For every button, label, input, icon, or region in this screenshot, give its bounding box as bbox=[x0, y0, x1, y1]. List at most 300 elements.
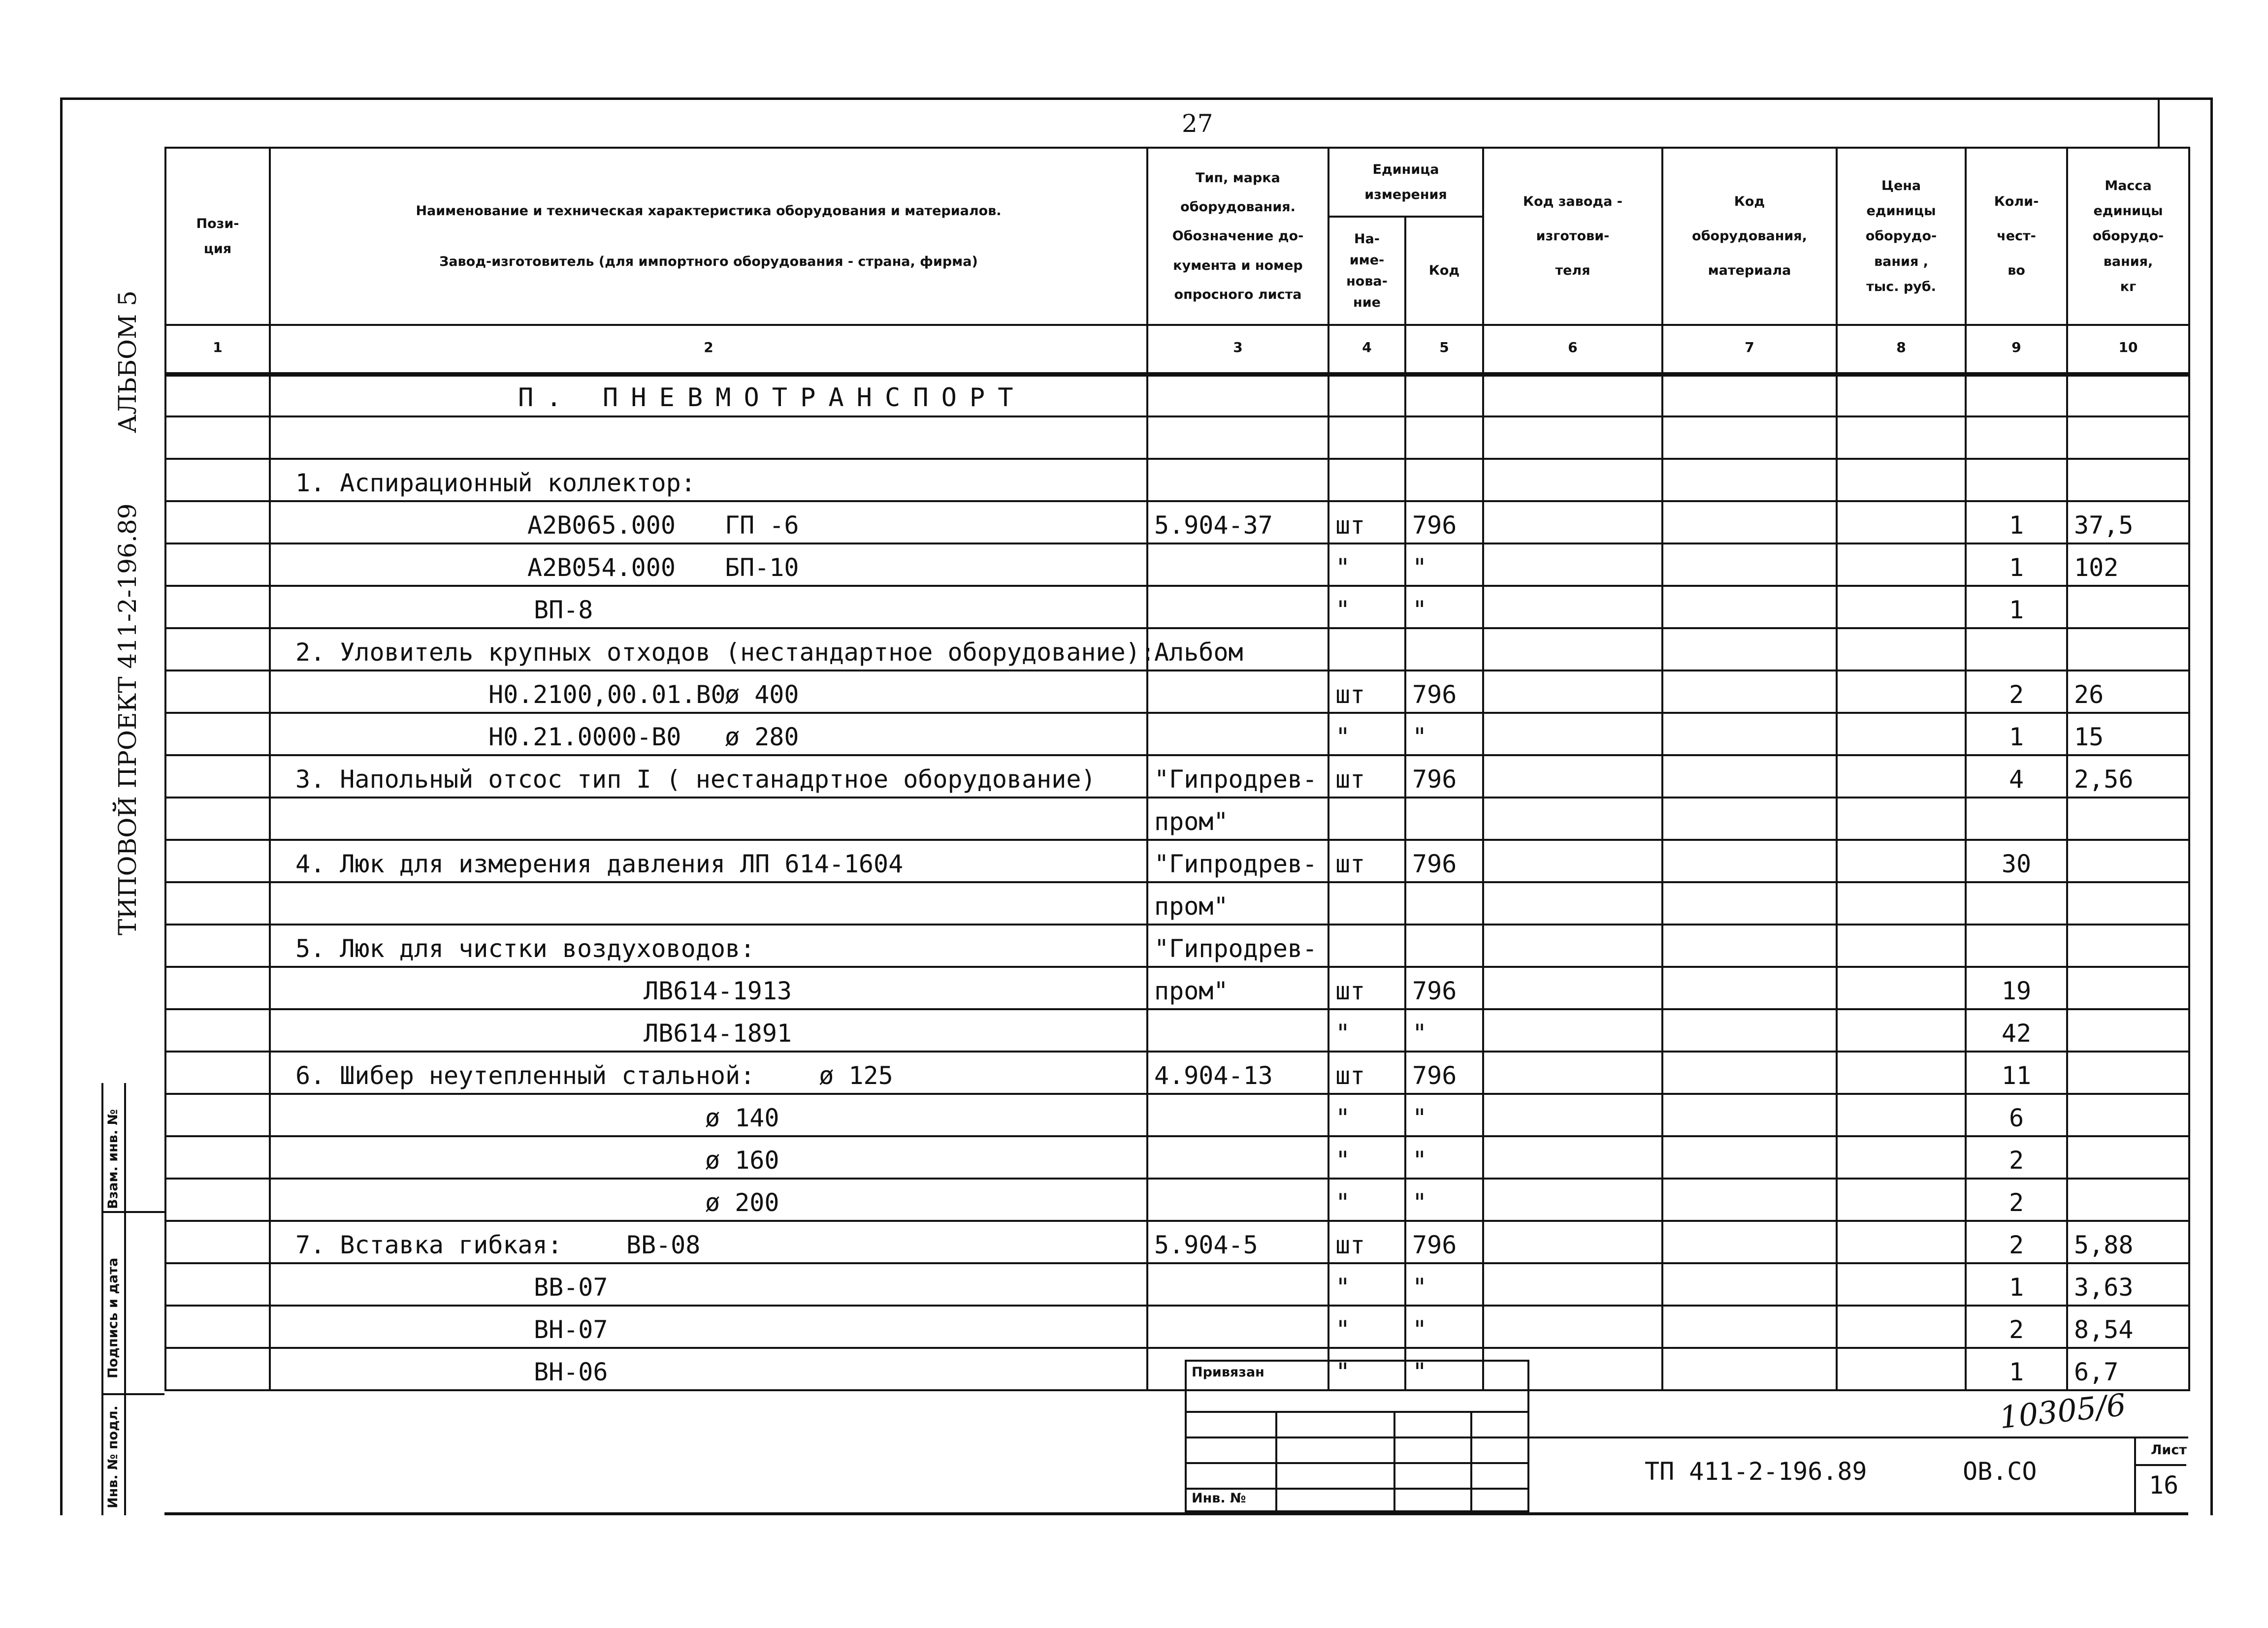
cell-text: 1 bbox=[2009, 596, 2024, 624]
cell-text: " bbox=[1335, 1104, 1351, 1132]
cell-name bbox=[270, 798, 1147, 840]
cell-quantity bbox=[1966, 586, 2067, 628]
cell-type bbox=[1147, 1306, 1328, 1348]
cell-text: " bbox=[1335, 1358, 1351, 1386]
cell-factory-code bbox=[1483, 1306, 1662, 1348]
table-row bbox=[165, 967, 2189, 1009]
cell-unit bbox=[1328, 416, 1405, 459]
cell-name bbox=[270, 501, 1147, 543]
cell-name bbox=[270, 755, 1147, 798]
table-row bbox=[165, 882, 2189, 925]
header-type: Тип, марка оборудования. Обозначение до- кумента и номер опросного листа bbox=[1147, 148, 1328, 325]
cell-unit-code bbox=[1405, 713, 1483, 755]
cell-mass bbox=[2067, 1179, 2189, 1221]
cell-text: шт bbox=[1335, 511, 1365, 540]
cell-unit bbox=[1328, 1263, 1405, 1306]
cell-name bbox=[270, 1052, 1147, 1094]
cell-name bbox=[270, 374, 1147, 416]
header-quantity: Коли- чест- во bbox=[1966, 148, 2067, 325]
cell-text: " bbox=[1335, 596, 1351, 624]
table-row bbox=[165, 713, 2189, 755]
cell-quantity bbox=[1966, 882, 2067, 925]
cell-text: ø 400 bbox=[725, 680, 799, 709]
cell-text: " bbox=[1412, 1146, 1427, 1175]
cell-factory-code bbox=[1483, 755, 1662, 798]
sheet-number-box bbox=[2134, 1436, 2186, 1512]
cell-text: 796 bbox=[1412, 1231, 1457, 1259]
cell-name bbox=[270, 1263, 1147, 1306]
cell-unit bbox=[1328, 713, 1405, 755]
cell-equipment-code bbox=[1662, 1136, 1837, 1179]
cell-factory-code bbox=[1483, 840, 1662, 882]
album-label: АЛЬБОМ 5 bbox=[113, 290, 142, 433]
cell-text: 2 bbox=[2009, 1231, 2024, 1259]
cell-name bbox=[270, 925, 1147, 967]
cell-unit bbox=[1328, 501, 1405, 543]
cell-name bbox=[270, 586, 1147, 628]
cell-text: ø 140 bbox=[705, 1104, 779, 1132]
cell-mass bbox=[2067, 925, 2189, 967]
cell-text: шт bbox=[1335, 1061, 1365, 1090]
cell-text: " bbox=[1335, 553, 1351, 582]
cell-type bbox=[1147, 459, 1328, 501]
cell-position bbox=[165, 713, 270, 755]
cell-unit bbox=[1328, 925, 1405, 967]
cell-text: 15 bbox=[2074, 723, 2104, 751]
cell-position bbox=[165, 1094, 270, 1136]
cell-type bbox=[1147, 713, 1328, 755]
col-num: 7 bbox=[1662, 325, 1837, 374]
cell-text: 4 bbox=[2009, 765, 2024, 794]
cell-name bbox=[270, 882, 1147, 925]
col-num: 5 bbox=[1405, 325, 1483, 374]
handwritten-number: 10305/6 bbox=[1997, 1386, 2128, 1436]
cell-text: ВВ-08 bbox=[626, 1231, 701, 1259]
cell-text: " bbox=[1412, 1104, 1427, 1132]
cell-type bbox=[1147, 925, 1328, 967]
cell-unit bbox=[1328, 1306, 1405, 1348]
cell-type bbox=[1147, 1009, 1328, 1052]
tb-line bbox=[1187, 1462, 1527, 1464]
cell-type bbox=[1147, 543, 1328, 586]
tb-line bbox=[1187, 1488, 1527, 1490]
cell-quantity bbox=[1966, 459, 2067, 501]
cell-mass bbox=[2067, 416, 2189, 459]
cell-price bbox=[1837, 1009, 1966, 1052]
cell-mass bbox=[2067, 1263, 2189, 1306]
cell-text: ВН-06 bbox=[534, 1358, 608, 1386]
cell-text: 102 bbox=[2074, 553, 2119, 582]
cell-unit bbox=[1328, 1179, 1405, 1221]
table-row bbox=[165, 586, 2189, 628]
cell-position bbox=[165, 1009, 270, 1052]
cell-text: 2 bbox=[2009, 1188, 2024, 1217]
cell-text: БП-10 bbox=[725, 553, 799, 582]
cell-name bbox=[270, 840, 1147, 882]
cell-mass bbox=[2067, 798, 2189, 840]
col-num: 1 bbox=[165, 325, 270, 374]
inv-no-label: Инв. № bbox=[1192, 1491, 1246, 1506]
cell-price bbox=[1837, 882, 1966, 925]
cell-quantity bbox=[1966, 1136, 2067, 1179]
cell-mass bbox=[2067, 374, 2189, 416]
cell-text: 42 bbox=[2001, 1019, 2032, 1048]
cell-type bbox=[1147, 1136, 1328, 1179]
cell-text: ø 280 bbox=[725, 723, 799, 751]
cell-unit-code bbox=[1405, 967, 1483, 1009]
cell-price bbox=[1837, 713, 1966, 755]
cell-name bbox=[270, 459, 1147, 501]
table-row bbox=[165, 459, 2189, 501]
cell-text: 8,54 bbox=[2074, 1315, 2134, 1344]
cell-text: "Гипродрев- bbox=[1154, 934, 1318, 963]
cell-text: 6. Шибер неутепленный стальной: bbox=[295, 1061, 755, 1090]
cell-unit bbox=[1328, 882, 1405, 925]
cell-quantity bbox=[1966, 755, 2067, 798]
cell-price bbox=[1837, 1179, 1966, 1221]
header-factory-code: Код завода - изготови- теля bbox=[1483, 148, 1662, 325]
table-row bbox=[165, 670, 2189, 713]
header-price: Цена единицы оборудо- вания , тыс. руб. bbox=[1837, 148, 1966, 325]
cell-mass bbox=[2067, 628, 2189, 670]
cell-type bbox=[1147, 798, 1328, 840]
cell-type bbox=[1147, 670, 1328, 713]
table-row bbox=[165, 1094, 2189, 1136]
cell-type bbox=[1147, 1221, 1328, 1263]
stamp-left-divider-1 bbox=[101, 1211, 164, 1213]
cell-position bbox=[165, 840, 270, 882]
cell-position bbox=[165, 1052, 270, 1094]
cell-mass bbox=[2067, 967, 2189, 1009]
cell-text: П. ПНЕВМОТРАНСПОРТ bbox=[518, 383, 1026, 413]
cell-unit-code bbox=[1405, 755, 1483, 798]
cell-factory-code bbox=[1483, 501, 1662, 543]
cell-unit-code bbox=[1405, 501, 1483, 543]
cell-mass bbox=[2067, 840, 2189, 882]
cell-text: 4. Люк для измерения давления ЛП 614-1604 bbox=[295, 850, 904, 878]
cell-unit bbox=[1328, 628, 1405, 670]
cell-mass bbox=[2067, 713, 2189, 755]
header-mass: Масса единицы оборудо- вания, кг bbox=[2067, 148, 2189, 325]
header-unit-code: Код bbox=[1405, 217, 1483, 325]
cell-position bbox=[165, 798, 270, 840]
privyazan-label: Привязан bbox=[1192, 1365, 1264, 1380]
cell-price bbox=[1837, 1348, 1966, 1390]
cell-quantity bbox=[1966, 1221, 2067, 1263]
cell-position bbox=[165, 1179, 270, 1221]
cell-quantity bbox=[1966, 1306, 2067, 1348]
cell-unit-code bbox=[1405, 925, 1483, 967]
cell-text: 26 bbox=[2074, 680, 2104, 709]
cell-quantity bbox=[1966, 1009, 2067, 1052]
cell-unit-code bbox=[1405, 628, 1483, 670]
cell-unit bbox=[1328, 1136, 1405, 1179]
tb-line bbox=[1470, 1411, 1472, 1510]
cell-text: 796 bbox=[1412, 680, 1457, 709]
cell-mass bbox=[2067, 1221, 2189, 1263]
table-row bbox=[165, 1009, 2189, 1052]
cell-position bbox=[165, 1348, 270, 1390]
table-row bbox=[165, 1179, 2189, 1221]
col-num: 3 bbox=[1147, 325, 1328, 374]
cell-text: 796 bbox=[1412, 850, 1457, 878]
cell-position bbox=[165, 670, 270, 713]
cell-unit bbox=[1328, 586, 1405, 628]
cell-type bbox=[1147, 1263, 1328, 1306]
cell-equipment-code bbox=[1662, 713, 1837, 755]
cell-quantity bbox=[1966, 925, 2067, 967]
cell-equipment-code bbox=[1662, 459, 1837, 501]
cell-price bbox=[1837, 1221, 1966, 1263]
cell-mass bbox=[2067, 586, 2189, 628]
cell-price bbox=[1837, 967, 1966, 1009]
cell-unit bbox=[1328, 840, 1405, 882]
header-row-1 bbox=[165, 148, 2189, 217]
cell-equipment-code bbox=[1662, 670, 1837, 713]
cell-position bbox=[165, 1263, 270, 1306]
cell-equipment-code bbox=[1662, 840, 1837, 882]
cell-factory-code bbox=[1483, 416, 1662, 459]
cell-equipment-code bbox=[1662, 1179, 1837, 1221]
cell-name bbox=[270, 1009, 1147, 1052]
table-row bbox=[165, 1052, 2189, 1094]
cell-text: " bbox=[1335, 1019, 1351, 1048]
cell-type bbox=[1147, 1094, 1328, 1136]
cell-type bbox=[1147, 840, 1328, 882]
cell-equipment-code bbox=[1662, 416, 1837, 459]
cell-text: " bbox=[1412, 596, 1427, 624]
cell-text: 2 bbox=[2009, 1315, 2024, 1344]
table-row bbox=[165, 1221, 2189, 1263]
document-code: ТП 411-2-196.89 bbox=[1645, 1457, 1867, 1486]
cell-factory-code bbox=[1483, 925, 1662, 967]
cell-quantity bbox=[1966, 374, 2067, 416]
cell-unit-code bbox=[1405, 840, 1483, 882]
cell-factory-code bbox=[1483, 1009, 1662, 1052]
table-row bbox=[165, 416, 2189, 459]
cell-type bbox=[1147, 967, 1328, 1009]
cell-mass bbox=[2067, 1306, 2189, 1348]
cell-name bbox=[270, 670, 1147, 713]
cell-factory-code bbox=[1483, 628, 1662, 670]
col-num: 9 bbox=[1966, 325, 2067, 374]
cell-type bbox=[1147, 628, 1328, 670]
table-row bbox=[165, 1263, 2189, 1306]
col-num: 6 bbox=[1483, 325, 1662, 374]
cell-text: 3,63 bbox=[2074, 1273, 2134, 1302]
table-row bbox=[165, 840, 2189, 882]
cell-name bbox=[270, 1094, 1147, 1136]
cell-text: 2,56 bbox=[2074, 765, 2134, 794]
cell-text: 19 bbox=[2001, 977, 2032, 1005]
cell-text: 796 bbox=[1412, 765, 1457, 794]
cell-text: " bbox=[1335, 1315, 1351, 1344]
cell-equipment-code bbox=[1662, 925, 1837, 967]
cell-quantity bbox=[1966, 967, 2067, 1009]
cell-text: 5. Люк для чистки воздуховодов: bbox=[295, 934, 755, 963]
cell-equipment-code bbox=[1662, 882, 1837, 925]
cell-text: шт bbox=[1335, 977, 1365, 1005]
cell-name bbox=[270, 1221, 1147, 1263]
cell-factory-code bbox=[1483, 1179, 1662, 1221]
col-num: 4 bbox=[1328, 325, 1405, 374]
cell-equipment-code bbox=[1662, 374, 1837, 416]
cell-type bbox=[1147, 374, 1328, 416]
cell-price bbox=[1837, 1052, 1966, 1094]
cell-unit-code bbox=[1405, 882, 1483, 925]
cell-text: ВН-07 bbox=[534, 1315, 608, 1344]
cell-text: 5.904-37 bbox=[1154, 511, 1273, 540]
cell-text: ø 160 bbox=[705, 1146, 779, 1175]
cell-price bbox=[1837, 586, 1966, 628]
cell-text: ВВ-07 bbox=[534, 1273, 608, 1302]
cell-text: " bbox=[1335, 1146, 1351, 1175]
cell-equipment-code bbox=[1662, 628, 1837, 670]
cell-text: ГП -6 bbox=[725, 511, 799, 540]
cell-text: " bbox=[1335, 1188, 1351, 1217]
cell-text: "Гипродрев- bbox=[1154, 765, 1318, 794]
cell-price bbox=[1837, 925, 1966, 967]
cell-equipment-code bbox=[1662, 1094, 1837, 1136]
cell-unit bbox=[1328, 670, 1405, 713]
cell-quantity bbox=[1966, 713, 2067, 755]
page-number: 27 bbox=[1182, 109, 1213, 138]
project-label: ТИПОВОЙ ПРОЕКТ 411-2-196.89 bbox=[113, 503, 142, 935]
cell-name bbox=[270, 713, 1147, 755]
cell-quantity bbox=[1966, 501, 2067, 543]
cell-text: 1 bbox=[2009, 511, 2024, 540]
cell-price bbox=[1837, 374, 1966, 416]
cell-position bbox=[165, 925, 270, 967]
cell-quantity bbox=[1966, 840, 2067, 882]
cell-equipment-code bbox=[1662, 586, 1837, 628]
cell-factory-code bbox=[1483, 967, 1662, 1009]
cell-unit-code bbox=[1405, 1094, 1483, 1136]
column-number-row bbox=[165, 325, 2189, 374]
cell-unit-code bbox=[1405, 670, 1483, 713]
cell-text: "Гипродрев- bbox=[1154, 850, 1318, 878]
col-num: 8 bbox=[1837, 325, 1966, 374]
cell-text: " bbox=[1335, 1273, 1351, 1302]
cell-text: пром" bbox=[1154, 892, 1229, 921]
cell-text: пром" bbox=[1154, 807, 1229, 836]
cell-text: А2В054.000 bbox=[527, 553, 676, 582]
cell-text: ВП-8 bbox=[534, 596, 593, 624]
cell-unit-code bbox=[1405, 1052, 1483, 1094]
cell-factory-code bbox=[1483, 1136, 1662, 1179]
cell-unit bbox=[1328, 967, 1405, 1009]
cell-factory-code bbox=[1483, 1094, 1662, 1136]
cell-text: 1 bbox=[2009, 723, 2024, 751]
cell-mass bbox=[2067, 1009, 2189, 1052]
cell-text: " bbox=[1412, 1358, 1427, 1386]
cell-unit-code bbox=[1405, 1263, 1483, 1306]
cell-text: шт bbox=[1335, 765, 1365, 794]
tb-line bbox=[1187, 1436, 1527, 1438]
cell-unit bbox=[1328, 798, 1405, 840]
sheet-number: 16 bbox=[2149, 1471, 2179, 1500]
cell-mass bbox=[2067, 543, 2189, 586]
cell-quantity bbox=[1966, 670, 2067, 713]
table-row bbox=[165, 755, 2189, 798]
cell-equipment-code bbox=[1662, 1263, 1837, 1306]
cell-mass bbox=[2067, 882, 2189, 925]
cell-price bbox=[1837, 798, 1966, 840]
table-row bbox=[165, 925, 2189, 967]
specification-table bbox=[164, 147, 2190, 1391]
header-position: Пози- ция bbox=[165, 148, 270, 325]
cell-text: " bbox=[1412, 1315, 1427, 1344]
cell-unit-code bbox=[1405, 459, 1483, 501]
cell-quantity bbox=[1966, 1263, 2067, 1306]
cell-text: 1 bbox=[2009, 553, 2024, 582]
cell-type bbox=[1147, 1052, 1328, 1094]
col-num: 10 bbox=[2067, 325, 2189, 374]
cell-type bbox=[1147, 882, 1328, 925]
header-unit: Единица измерения bbox=[1328, 148, 1483, 217]
cell-text: " bbox=[1412, 723, 1427, 751]
cell-type bbox=[1147, 755, 1328, 798]
cell-unit-code bbox=[1405, 798, 1483, 840]
cell-name bbox=[270, 1179, 1147, 1221]
cell-factory-code bbox=[1483, 374, 1662, 416]
cell-text: " bbox=[1335, 723, 1351, 751]
cell-price bbox=[1837, 840, 1966, 882]
cell-factory-code bbox=[1483, 882, 1662, 925]
tb-line bbox=[1393, 1411, 1395, 1510]
cell-position bbox=[165, 628, 270, 670]
cell-text: 796 bbox=[1412, 1061, 1457, 1090]
cell-price bbox=[1837, 501, 1966, 543]
cell-price bbox=[1837, 628, 1966, 670]
cell-text: 7. Вставка гибкая: bbox=[295, 1231, 562, 1259]
cell-price bbox=[1837, 459, 1966, 501]
header-equipment-code: Код оборудования, материала bbox=[1662, 148, 1837, 325]
cell-equipment-code bbox=[1662, 755, 1837, 798]
cell-name bbox=[270, 543, 1147, 586]
cell-position bbox=[165, 586, 270, 628]
cell-text: 1. Аспирационный коллектор: bbox=[295, 469, 696, 497]
cell-text: ЛВ614-1913 bbox=[644, 977, 792, 1005]
cell-mass bbox=[2067, 1094, 2189, 1136]
cell-quantity bbox=[1966, 628, 2067, 670]
cell-unit-code bbox=[1405, 586, 1483, 628]
sheet-box-divider bbox=[2136, 1464, 2186, 1466]
cell-name bbox=[270, 416, 1147, 459]
cell-unit-code bbox=[1405, 1179, 1483, 1221]
cell-text: ø 200 bbox=[705, 1188, 779, 1217]
cell-text: 5,88 bbox=[2074, 1231, 2134, 1259]
cell-text: 2 bbox=[2009, 680, 2024, 709]
cell-text: 796 bbox=[1412, 511, 1457, 540]
cell-quantity bbox=[1966, 798, 2067, 840]
cell-price bbox=[1837, 1306, 1966, 1348]
cell-price bbox=[1837, 416, 1966, 459]
cell-text: 6 bbox=[2009, 1104, 2024, 1132]
stamp-vzam-label: Взам. инв. № bbox=[105, 1109, 121, 1209]
table-body bbox=[165, 374, 2189, 1390]
cell-equipment-code bbox=[1662, 543, 1837, 586]
cell-type bbox=[1147, 501, 1328, 543]
stamp-inv-podl-label: Инв. № подл. bbox=[105, 1405, 121, 1508]
table-row bbox=[165, 501, 2189, 543]
stamp-podpis-label: Подпись и дата bbox=[105, 1257, 121, 1378]
sheet-label: Лист bbox=[2151, 1442, 2187, 1458]
cell-name bbox=[270, 1136, 1147, 1179]
cell-text: Альбом bbox=[1154, 638, 1243, 667]
cell-text: ЛВ614-1891 bbox=[644, 1019, 792, 1048]
cell-factory-code bbox=[1483, 459, 1662, 501]
